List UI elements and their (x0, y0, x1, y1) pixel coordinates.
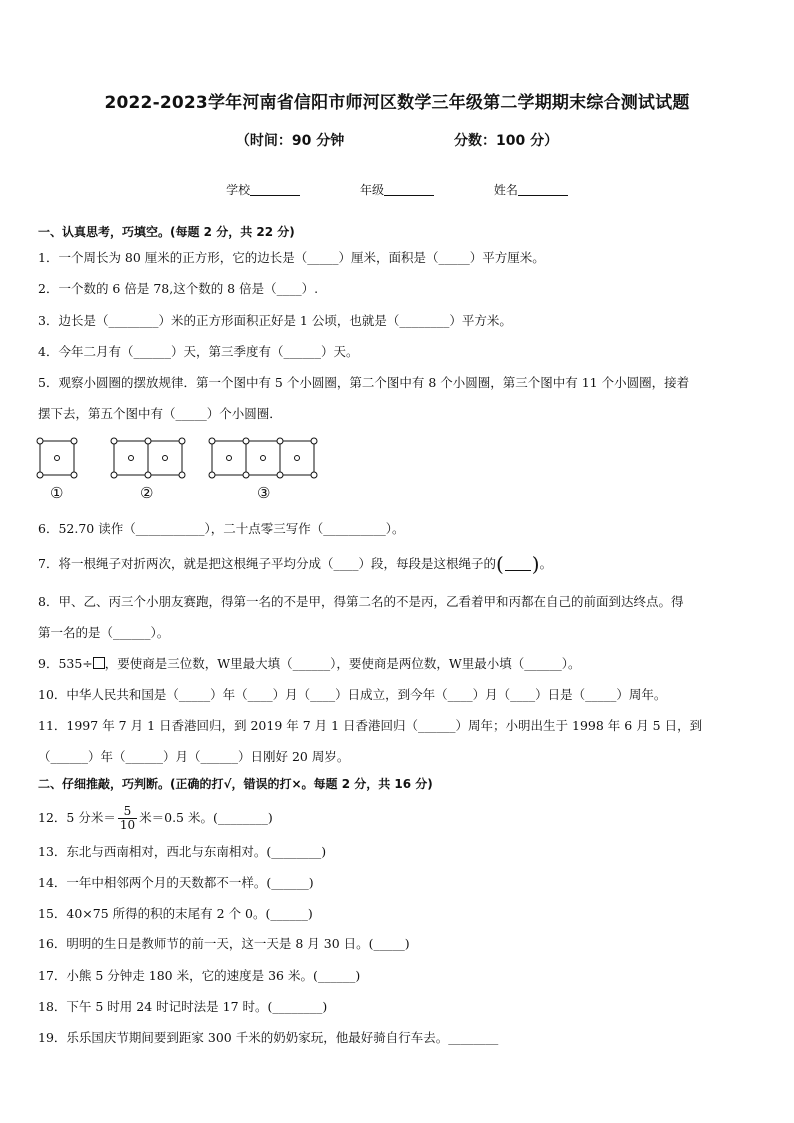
pattern-1-box (40, 441, 74, 475)
fraction-blank[interactable] (505, 556, 531, 571)
exam-meta (0, 130, 794, 150)
fraction: $\frac{5}{10}$ (119, 804, 136, 832)
square-symbol (93, 657, 105, 669)
question-6: 6．52.70 读作（___________），二十点零三写作（__________）。 (38, 521, 405, 536)
circle-pattern-figure (36, 437, 336, 481)
section-1-heading: 一、认真思考，巧填空。(每题 2 分，共 22 分) (38, 225, 295, 239)
question-19: 19．乐乐国庆节期间要到距家 300 千米的奶奶家玩，他最好骑自行车去。________ (38, 1030, 499, 1045)
question-2: 2．一个数的 6 倍是 78,这个数的 8 倍是（____）. (38, 281, 319, 296)
school-blank[interactable] (250, 183, 300, 196)
total-score: 分数：100 分） (454, 133, 559, 149)
student-info (0, 181, 794, 198)
question-10: 10．中华人民共和国是（_____）年（____）月（____）日成立，到今年（____）月（____）日是（_____）周年。 (38, 687, 667, 702)
question-14: 14．一年中相邻两个月的天数都不一样。(______) (38, 875, 314, 890)
grade-blank[interactable] (384, 183, 434, 196)
figure-label-1: ① (50, 484, 64, 502)
time-limit: （时间：90 分钟 (235, 133, 345, 149)
question-5-line-1: 5．观察小圆圈的摆放规律．第一个图中有 5 个小圆圈，第二个图中有 8 个小圆圈，第三个图中有 11 个小圆圈，接着 (38, 375, 690, 390)
figure-label-3: ③ (257, 484, 271, 502)
school-field: 学校 (226, 181, 300, 198)
question-4: 4．今年二月有（______）天，第三季度有（______）天。 (38, 344, 359, 359)
question-17: 17．小熊 5 分钟走 180 米，它的速度是 36 米。(______) (38, 968, 361, 983)
name-field: 姓名 (494, 181, 568, 198)
question-13: 13．东北与西南相对，西北与东南相对。(________) (38, 844, 327, 859)
figure-label-2: ② (140, 484, 154, 502)
question-12: 12．5 分米＝ $\frac{5}{10}$ 米＝0.5 米。(________) (38, 804, 273, 832)
name-blank[interactable] (518, 183, 568, 196)
question-3: 3．边长是（________）米的正方形面积正好是 1 公顷，也就是（________）平方米。 (38, 313, 512, 328)
question-16: 16．明明的生日是教师节的前一天，这一天是 8 月 30 日。(_____) (38, 936, 410, 951)
question-1: 1．一个周长为 80 厘米的正方形，它的边长是（_____）厘米，面积是（_____）平方厘米。 (38, 250, 545, 265)
question-11-line-2: （______）年（______）月（______）日刚好 20 周岁。 (38, 749, 350, 764)
section-2-heading: 二、仔细推敲，巧判断。(正确的打√，错误的打×。每题 2 分，共 16 分) (38, 777, 433, 791)
page-title: 2022-2023学年河南省信阳市师河区数学三年级第二学期期末综合测试试题 (104, 93, 690, 113)
question-7: 7．将一根绳子对折两次，就是把这根绳子平均分成（____）段，每段是这根绳子的( )。 (38, 552, 553, 576)
question-9: 9．535÷ ，要使商是三位数，W里最大填（______），要使商是两位数，W里最小填（______）。 (38, 656, 581, 671)
question-15: 15．40×75 所得的积的末尾有 2 个 0。(______) (38, 906, 313, 921)
question-5-line-2: 摆下去，第五个图中有（_____）个小圆圈． (38, 406, 282, 421)
grade-field: 年级 (360, 181, 434, 198)
question-8-line-2: 第一名的是（______）。 (38, 625, 170, 640)
question-18: 18．下午 5 时用 24 时记时法是 17 时。(________) (38, 999, 328, 1014)
question-8-line-1: 8．甲、乙、丙三个小朋友赛跑，得第一名的不是甲，得第二名的不是丙，乙看着甲和丙都在自己的前面到达终点。得 (38, 594, 684, 609)
question-11-line-1: 11．1997 年 7 月 1 日香港回归，到 2019 年 7 月 1 日香港回归（______）周年；小明出生于 1998 年 6 月 5 日，到 (38, 718, 703, 733)
